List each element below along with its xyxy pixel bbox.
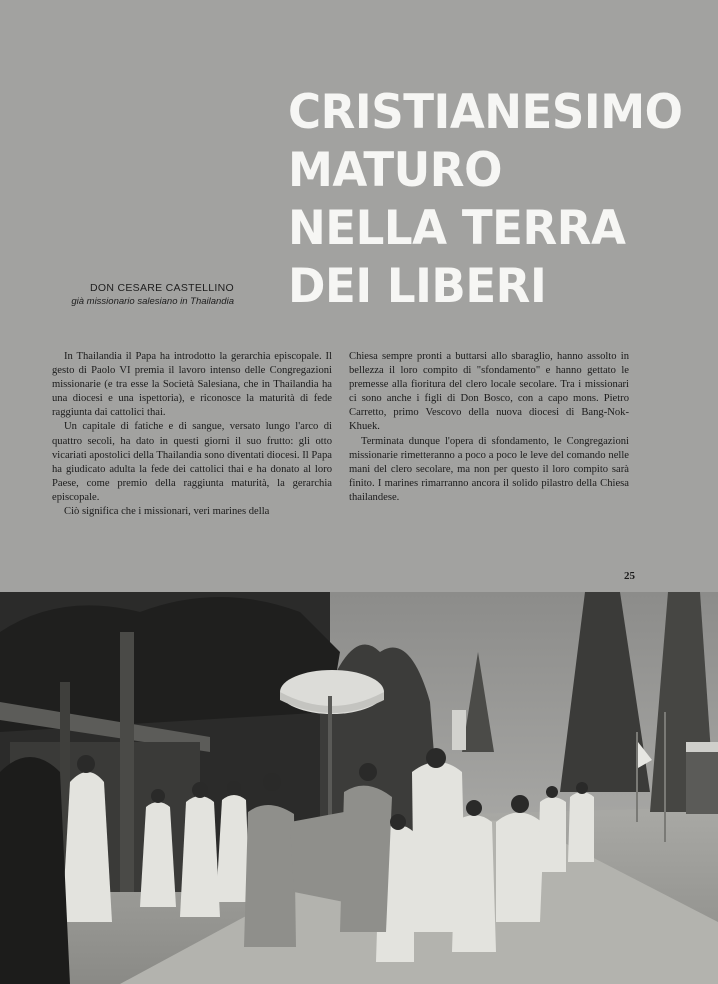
byline: [71, 282, 234, 308]
paragraph: Chiesa sempre pronti a buttarsi allo sbaraglio, hanno assolto in bellezza il loro compito di "sfondamento" e hanno gettato le premesse alla fioritura del clero locale secolare. Tra i missionari ci sono anche i figli di Don Bosco, con a capo mons. Pietro Carretto, primo Vescovo della nuova diocesi di Bang-Nok-Khuek.: [349, 351, 629, 433]
procession-photo: [0, 592, 718, 984]
headline-line: MATURO: [288, 143, 502, 198]
author-role: già missionario salesiano in Thailandia: [71, 296, 234, 307]
paragraph: In Thailandia il Papa ha introdotto la gerarchia episcopale. Il gesto di Paolo VI premia il lavoro intenso delle Congregazioni missionarie (e tra esse la Società Salesiana, che in Thailandia ha una diocesi e una ispettoria), e riconosce la maturità di fede raggiunta dai cattolici thai.: [52, 351, 332, 419]
paragraph: Ciò significa che i missionari, veri marines della: [64, 506, 270, 518]
headline-line: CRISTIANESIMO: [288, 85, 683, 140]
body-column-right: [349, 350, 629, 505]
author-name: DON CESARE CASTELLINO: [90, 282, 234, 294]
article-headline: [288, 84, 683, 316]
headline-line: DEI LIBERI: [288, 259, 547, 314]
body-column-left: [52, 350, 332, 519]
paragraph: Un capitale di fatiche e di sangue, versato lungo l'arco di quattro secoli, ha dato in questi giorni il suo frutto: gli otto vicariati apostolici della Thailandia sono diventati diocesi. Il Papa ha giudicato adulta la fede dei cattolici thai e ha donato al loro Paese, come premio della raggiunta maturità, la gerarchia episcopale.: [52, 421, 332, 503]
headline-line: NELLA TERRA: [288, 201, 626, 256]
paragraph: Terminata dunque l'opera di sfondamento, le Congregazioni missionarie rimetteranno a poco a poco le leve del comando nelle mani del clero secolare, ma non per questo il loro compito sarà finito. I marines rimarranno ancora il solido pilastro della Chiesa thailandese.: [349, 435, 629, 503]
page-number: 25: [624, 570, 635, 582]
